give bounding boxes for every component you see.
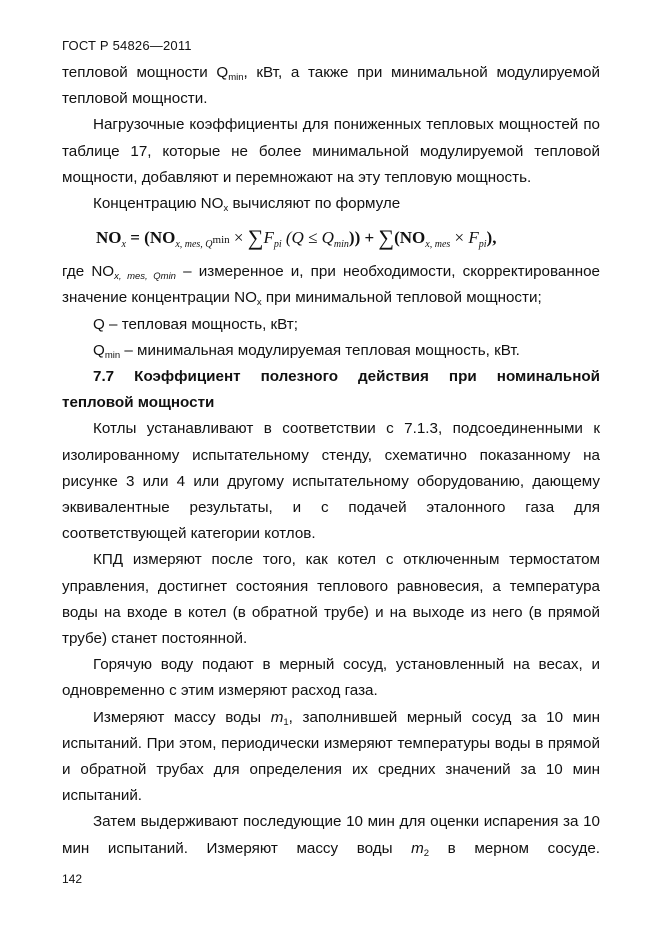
text-run: Концентрацию NO [93,195,224,213]
formula-factor: F [263,228,274,248]
text-run: при минимальной тепловой мощности; [261,289,542,307]
formula-sub: min [333,239,349,251]
subscript: x, mes, Qmin [114,271,176,283]
variable-m: m [270,708,284,726]
formula-term: NO [149,228,176,248]
text-run: где NO [62,263,115,281]
paragraph-mass-m1 [62,705,600,810]
subscript: 2 [423,847,430,859]
paragraph-1 [62,60,600,112]
heading-line-2: тепловой мощности [62,394,215,412]
paragraph-mass-m2 [62,809,600,861]
formula-sub: x, mes, Q [175,239,213,251]
paragraph-install: Котлы устанавливают в соответствии с 7.1.3, подсоединенными к изолированному испытательному стенду, схематично показанному на рисунке 3 или 4 или другому испытательному оборудованию, дающему эквивалентные результаты, и с подачей эталонного газа для соответствующей категории котлов. [62,420,600,543]
text-run: Q [93,341,105,359]
formula-times: × [450,228,469,248]
heading-word: Коэффициент [134,368,241,386]
text-run: вычисляют по формуле [228,195,401,213]
page-number: 142 [62,872,83,886]
formula-close: )) + [348,228,379,248]
formula-eq: = ( [125,228,150,248]
formula-sub: x, mes [425,239,451,251]
heading-word: номинальной [496,368,600,386]
formula-expression [96,225,496,253]
formula-times: × [229,228,248,248]
heading-word: полезного [260,368,338,386]
formula-min: min [212,234,230,247]
subscript: 1 [283,716,289,728]
text-run: Затем выдерживают последующие 10 мин для оценки испарения за 10 мин испытаний. Измеряют массу воды [62,813,600,857]
text-run: – минимальная модулируемая тепловая мощность, кВт. [120,341,520,359]
text-run: – измеренное и, при необходимости, скорректированное значение концентрации NO [62,263,601,307]
formula-factor: F [468,228,479,248]
subscript: min [104,349,121,361]
formula-lhs: NO [96,228,122,248]
definition-q: Q – тепловая мощность, кВт; [93,315,298,333]
heading-word: действия [358,368,429,386]
subscript: min [228,72,244,83]
paragraph-hot-water: Горячую воду подают в мерный сосуд, установленный на весах, и одновременно с этим измеряют расход газа. [62,656,600,700]
variable-m: m [411,839,424,857]
text-run: Измеряют массу воды [93,708,271,726]
heading-line-1 [62,364,600,390]
text-run: в мерном сосуде. [429,839,601,857]
text-run: , заполнившей мерный сосуд за 10 мин испытаний. При этом, периодически измеряют температуры воды в прямой и обратной трубах для определения их средних значений за 10 мин испытаний. [62,708,600,805]
sum-symbol: ∑ [378,225,395,251]
subscript: x [223,203,229,215]
formula-sub: pi [478,239,487,251]
text-run: , кВт, а также при минимальной модулируемой тепловой мощности. [62,64,600,108]
paragraph-efficiency: КПД измеряют после того, как котел с отключенным термостатом управления, достигнет состояния теплового равновесия, а температура воды на входе в котел (в обратной трубе) и на выходе из него (в прямой трубе) станет постоянной. [62,551,600,648]
formula-condition: (Q ≤ Q [281,228,334,248]
subscript: x [256,297,262,309]
nox-formula [62,217,600,259]
heading-word: 7.7 [93,368,115,386]
definition-qmin [62,338,600,364]
formula-sub: x [121,239,126,251]
section-heading [62,364,600,416]
heading-word: при [448,368,477,386]
text-run: тепловой мощности Q [62,64,229,81]
paragraph-3 [62,191,600,217]
formula-end: ), [486,228,497,248]
paragraph-where [62,259,600,311]
document-header: ГОСТ Р 54826—2011 [62,38,192,53]
formula-sub: pi [273,239,282,251]
sum-symbol: ∑ [247,225,264,251]
page-body [62,60,600,862]
paragraph-2: Нагрузочные коэффициенты для пониженных тепловых мощностей по таблице 17, которые не более минимальной модулируемой тепловой мощности, добавляют и перемножают на эту тепловую мощность. [62,116,600,186]
formula-term: (NO [394,228,426,248]
